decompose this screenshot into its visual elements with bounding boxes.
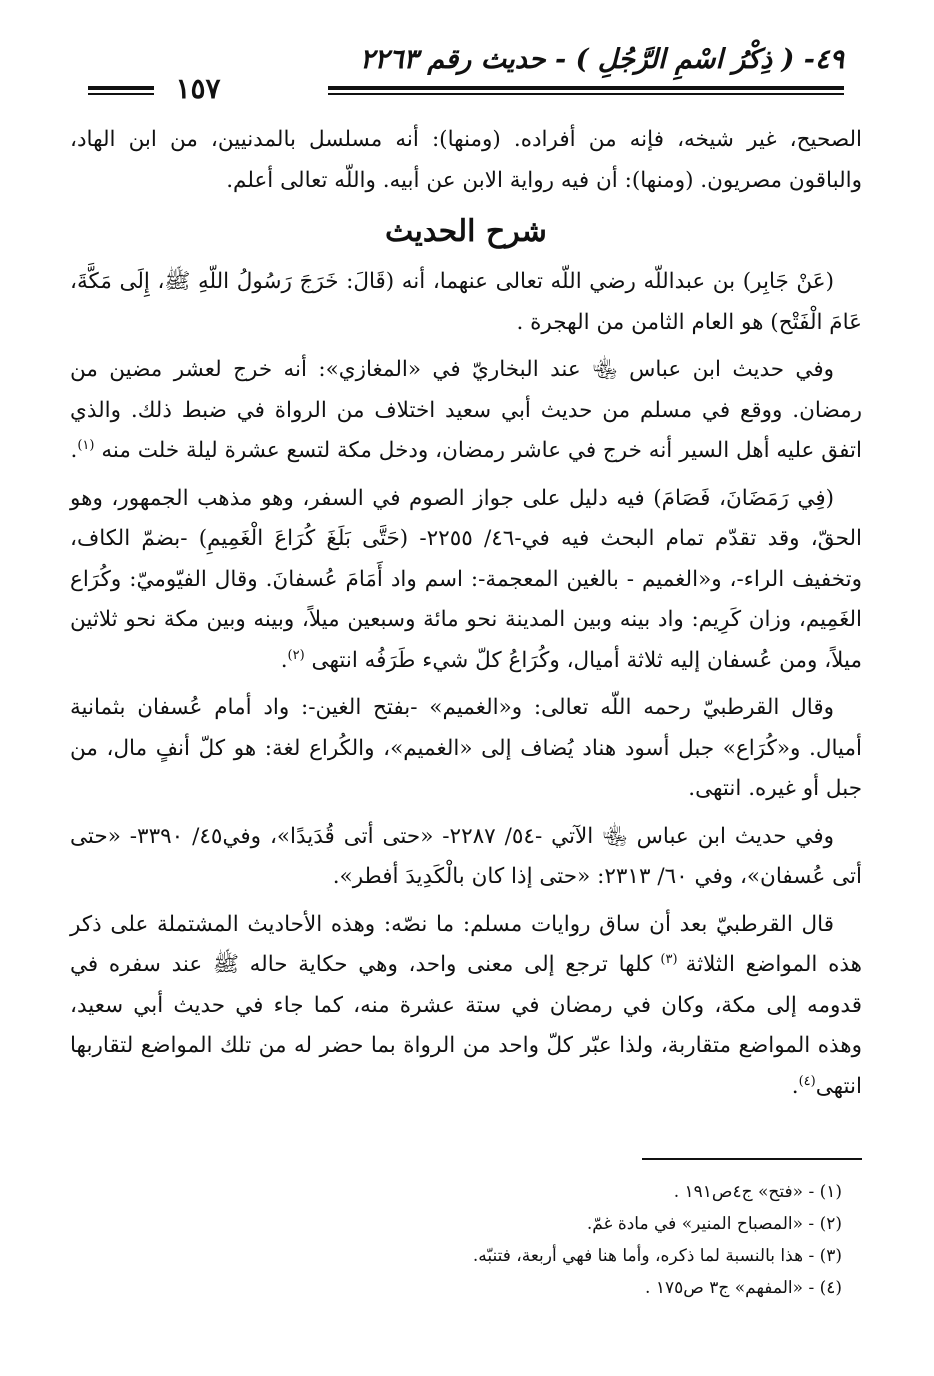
page-number: ١٥٧ [175, 72, 221, 105]
running-title: ٤٩- ( ذِكْرُ اسْمِ الرَّجُلِ ) - حديث رقم ٢٢٦٣ [359, 44, 844, 75]
footnote-separator [642, 1158, 862, 1160]
footnotes [82, 1176, 842, 1304]
header-rule-left [88, 86, 154, 95]
paragraph-text: (فِي رَمَضَانَ، فَصَامَ) فيه دليل على جواز الصوم في السفر، وهو مذهب الجمهور، وهو الحقّ، وقد تقدّم تمام البحث فيه في-٤٦/ ٢٢٥٥- (حَتَّى بَلَغَ كُرَاعَ الْغَمِيمِ) -بضمّ الكاف، وتخفيف الراء-، و«الغميم - بالغين المعجمة-: اسم واد أَمَامَ عُسفانَ. وقال الفيّوميّ: وكُرَاع الغَمِيم، وزان كَرِيم: واد بينه وبين المدينة نحو مائة وسبعين ميلاً، وبينه وبين مكة نحو ثلاثين ميلاً، ومن عُسفان إليه ثلاثة أميال، وكُرَاعُ كلّ شيء طَرَفُه انتهى [70, 485, 862, 673]
paragraph: (عَنْ جَابِر) بن عبداللّه رضي اللّه تعالى عنهما، أنه (قَالَ: خَرَجَ رَسُولُ اللّهِ ﷺ، إِلَى مَكَّةَ، عَامَ الْفَتْح) هو العام الثامن من الهجرة . [70, 269, 862, 335]
footnote-ref: (١) [77, 437, 95, 453]
footnote: (٣) - هذا بالنسبة لما ذكره، وأما هنا فهي أربعة، فتنبّه. [472, 1246, 842, 1266]
paragraph: وقال القرطبيّ رحمه اللّه تعالى: و«الغميم» -بفتح الغين-: واد أمام عُسفان بثمانية أميال. و«كُرَاع» جبل أسود هناد يُضاف إلى «الغميم»، والكُراع لغة: هو كلّ أنفٍ مال، من جبل أو غيره. انتهى. [70, 695, 862, 801]
paragraph: قال القرطبيّ بعد أن ساق روايات مسلم: ما نصّه: وهذه الأحاديث المشتملة على ذكر هذه المواضع الثلاثة $^{(٣)}$ كلها ترجع إلى معنى واحد، وهي حكاية حاله ﷺ عند سفره في قدومه إلى مكة، وكان في رمضان في ستة عشرة منه، كما جاء في حديث أبي سعيد، وهذه المواضع متقاربة، ولذا عبّر كلّ واحد من الرواة بما حضر له من تلك المواضع لتقاربها انتهى$^{(٤)}$. [70, 911, 862, 1099]
paragraph: وفي حديث ابن عباس ﵄ عند البخاريّ في «المغازي»: أنه خرج لعشر مضين من رمضان. ووقع في مسلم من حديث أبي سعيد اختلاف من الرواة في ضبط ذلك. والذي اتفق عليه أهل السير أنه خرج في عاشر رمضان، ودخل مكة لتسع عشرة ليلة خلت منه $^{(١)}$. [70, 357, 862, 463]
paragraph: الصحيح، غير شيخه، فإنه من أفراده. (ومنها): أنه مسلسل بالمدنيين، من ابن الهاد، والباقون مصريون. (ومنها): أن فيه رواية الابن عن أبيه. واللّه تعالى أعلم. [70, 127, 862, 193]
body-text [70, 120, 862, 1114]
footnote-ref: (٤) [798, 1073, 816, 1089]
footnote-ref: (٢) [287, 647, 305, 663]
paragraph-text: وفي حديث ابن عباس ﵄ عند البخاريّ في «المغازي»: أنه خرج لعشر مضين من رمضان. ووقع في مسلم من حديث أبي سعيد اختلاف من الرواة في ضبط ذلك. والذي اتفق عليه أهل السير أنه خرج في عاشر رمضان، ودخل مكة لتسع عشرة ليلة خلت منه [70, 357, 862, 463]
footnote: (١) - «فتح» ج٤ص١٩١ . [673, 1182, 842, 1202]
header-rule [328, 86, 844, 95]
paragraph-text: قال القرطبيّ بعد أن ساق روايات مسلم: ما نصّه: وهذه الأحاديث المشتملة على ذكر هذه المواضع الثلاثة $^{(٣)}$ كلها ترجع إلى معنى واحد، وهي حكاية حاله ﷺ عند سفره في قدومه إلى مكة، وكان في رمضان في ستة عشرة منه، كما جاء في حديث أبي سعيد، وهذه المواضع متقاربة، ولذا عبّر كلّ واحد من الرواة بما حضر له من تلك المواضع لتقاربها انتهى [70, 911, 862, 1099]
footnote-ref: (٣) [652, 951, 686, 967]
section-title: شرح الحديث [385, 214, 547, 249]
footnote: (٢) - «المصباح المنير» في مادة غمّ. [586, 1214, 842, 1234]
footnote: (٤) - «المفهم» ج٣ ص١٧٥ . [645, 1278, 842, 1298]
paragraph: وفي حديث ابن عباس ﵄ الآتي -٥٤/ ٢٢٨٧- «حتى أتى قُدَيدًا»، وفي٤٥/ ٣٣٩٠- «حتى أتى عُسفان»، وفي ٦٠/ ٢٣١٣: «حتى إذا كان بالْكَدِيدَ أفطر». [70, 823, 862, 889]
paragraph: (فِي رَمَضَانَ، فَصَامَ) فيه دليل على جواز الصوم في السفر، وهو مذهب الجمهور، وهو الحقّ، وقد تقدّم تمام البحث فيه في-٤٦/ ٢٢٥٥- (حَتَّى بَلَغَ كُرَاعَ الْغَمِيمِ) -بضمّ الكاف، وتخفيف الراء-، و«الغميم - بالغين المعجمة-: اسم واد أَمَامَ عُسفانَ. وقال الفيّوميّ: وكُرَاع الغَمِيم، وزان كَرِيم: واد بينه وبين المدينة نحو مائة وسبعين ميلاً، وبينه وبين مكة نحو ثلاثين ميلاً، ومن عُسفان إليه ثلاثة أميال، وكُرَاعُ كلّ شيء طَرَفُه انتهى $^{(٢)}$. [70, 485, 862, 673]
